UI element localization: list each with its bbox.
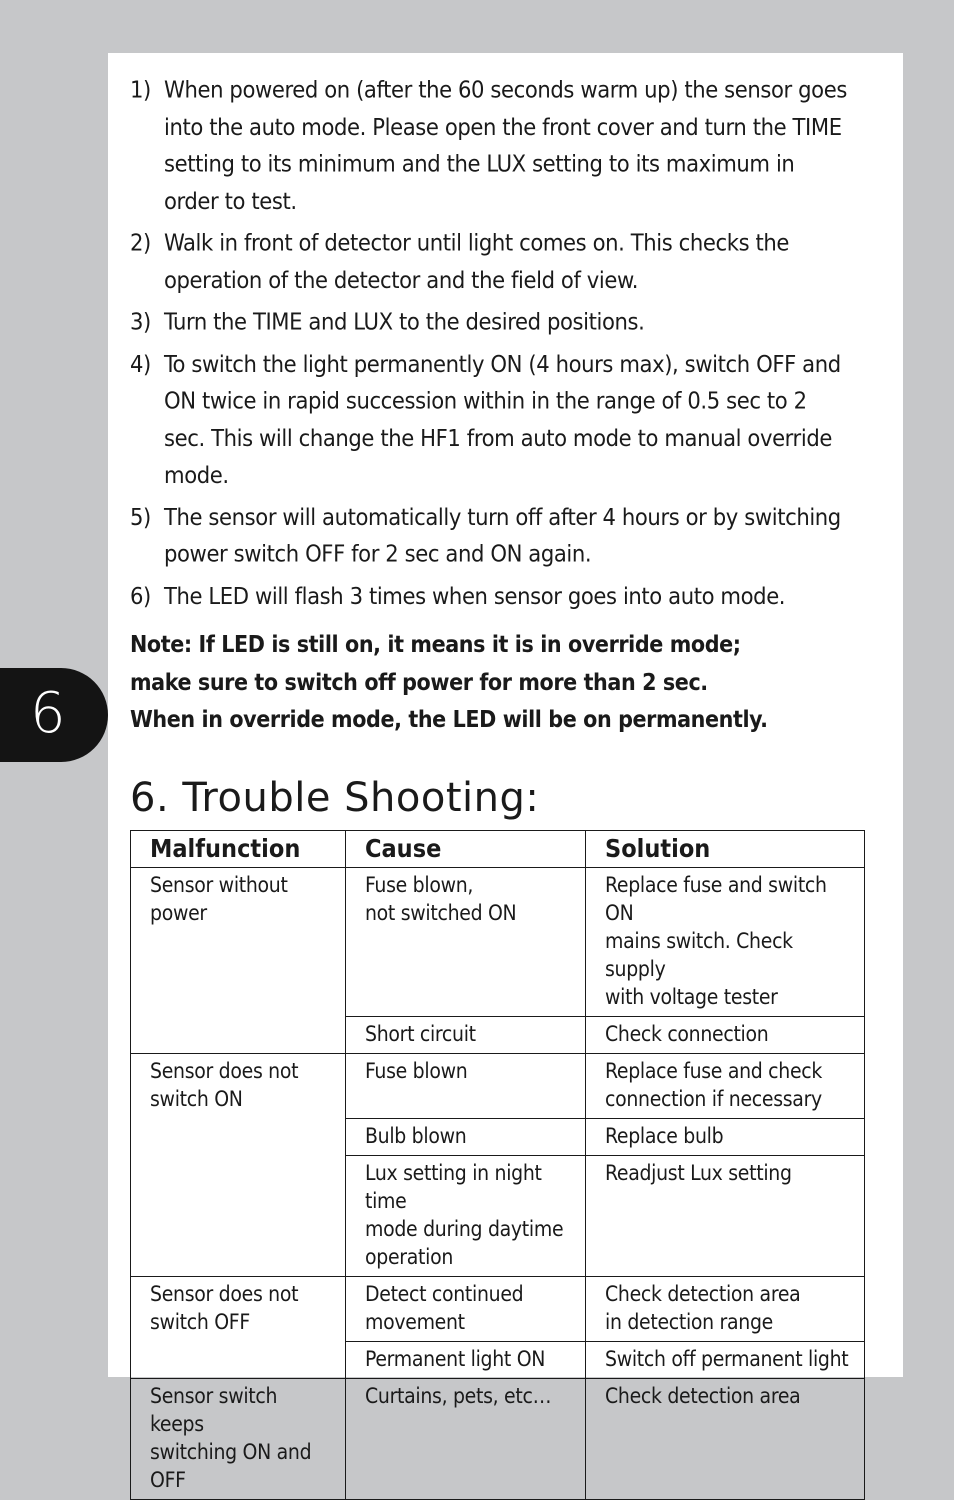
step-text: Walk in front of detector until light comes on. This checks the operation of the detector and the field of view.	[164, 228, 789, 294]
step-number: 4)	[130, 349, 151, 378]
chapter-tab	[0, 668, 108, 762]
note-line: Note: If LED is still on, it means it is in override mode;	[130, 632, 741, 658]
solution-cell: Switch off permanent light	[586, 1342, 865, 1379]
table-row	[131, 1277, 865, 1342]
solution-cell: Check connection	[586, 1017, 865, 1054]
step-text: The sensor will automatically turn off after 4 hours or by switching power switch OFF for 2 sec and ON again.	[164, 502, 841, 568]
cause-cell: Fuse blown, not switched ON	[346, 868, 586, 1017]
table-row	[131, 868, 865, 1017]
cause-cell: Short circuit	[346, 1017, 586, 1054]
test-steps-list	[130, 72, 850, 620]
table-row	[131, 1054, 865, 1119]
step-number: 3)	[130, 307, 151, 336]
step-item	[130, 578, 850, 615]
step-number: 6)	[130, 581, 151, 610]
troubleshooting-table	[130, 830, 865, 1500]
header-cause: Cause	[346, 831, 586, 868]
malfunction-cell: Sensor does not switch ON	[131, 1054, 346, 1277]
step-text: The LED will flash 3 times when sensor goes into auto mode.	[164, 581, 786, 610]
header-solution: Solution	[586, 831, 865, 868]
table-row	[131, 1379, 865, 1500]
chapter-number: 6	[30, 681, 66, 746]
malfunction-cell: Sensor does not switch OFF	[131, 1277, 346, 1379]
solution-cell: Check detection area	[586, 1379, 865, 1500]
cause-cell: Curtains, pets, etc…	[346, 1379, 586, 1500]
step-number: 2)	[130, 228, 151, 257]
step-number: 5)	[130, 502, 151, 531]
cause-cell: Lux setting in night time mode during daytime operation	[346, 1156, 586, 1277]
solution-cell: Check detection area in detection range	[586, 1277, 865, 1342]
step-item	[130, 304, 850, 341]
cause-cell: Detect continued movement	[346, 1277, 586, 1342]
header-malfunction: Malfunction	[131, 831, 346, 868]
solution-cell: Replace fuse and switch ON mains switch. Check supply with voltage tester	[586, 868, 865, 1017]
cause-cell: Fuse blown	[346, 1054, 586, 1119]
cause-cell: Permanent light ON	[346, 1342, 586, 1379]
malfunction-cell: Sensor switch keeps switching ON and OFF	[131, 1379, 346, 1500]
step-text: When powered on (after the 60 seconds warm up) the sensor goes into the auto mode. Please open the front cover and turn the TIME setting to its minimum and the LUX setting to its maximum in order to test.	[164, 75, 847, 215]
table-header-row	[131, 831, 865, 868]
step-item	[130, 72, 850, 220]
solution-cell: Replace bulb	[586, 1119, 865, 1156]
malfunction-cell: Sensor without power	[131, 868, 346, 1054]
override-note	[130, 627, 850, 740]
solution-cell: Replace fuse and check connection if necessary	[586, 1054, 865, 1119]
cause-cell: Bulb blown	[346, 1119, 586, 1156]
note-line: make sure to switch off power for more than 2 sec.	[130, 669, 708, 696]
note-line: When in override mode, the LED will be on permanently.	[130, 707, 768, 733]
step-item	[130, 225, 850, 299]
step-item	[130, 499, 850, 573]
section-title: 6. Trouble Shooting:	[130, 775, 540, 821]
step-text: To switch the light permanently ON (4 hours max), switch OFF and ON twice in rapid succession within in the range of 0.5 sec to 2 sec. This will change the HF1 from auto mode to manual override mode.	[164, 349, 841, 489]
solution-cell: Readjust Lux setting	[586, 1156, 865, 1277]
step-text: Turn the TIME and LUX to the desired positions.	[164, 307, 645, 336]
step-number: 1)	[130, 75, 151, 104]
step-item	[130, 346, 850, 494]
